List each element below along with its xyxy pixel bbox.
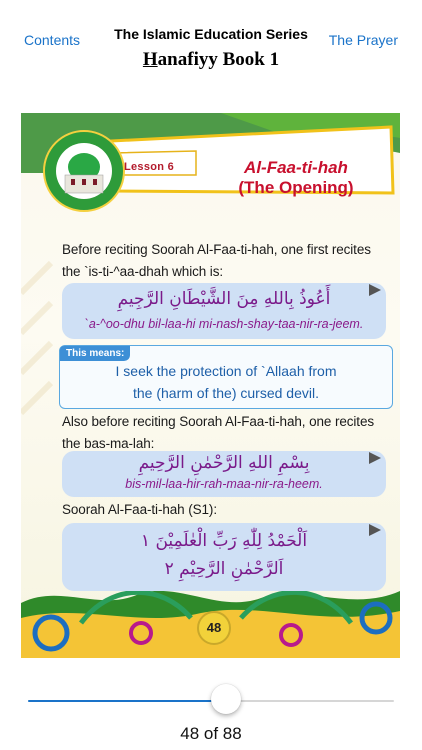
play-fatiha-icon[interactable] bbox=[369, 524, 381, 536]
lesson-title bbox=[206, 158, 386, 198]
lesson-title-line2: (The Opening) bbox=[238, 178, 354, 197]
page-indicator: 48 of 88 bbox=[180, 724, 242, 743]
book-title-initial: H bbox=[142, 49, 158, 70]
contents-button[interactable]: Contents bbox=[24, 32, 81, 48]
page-slider-thumb[interactable] bbox=[211, 684, 241, 714]
intro-paragraph bbox=[62, 239, 371, 283]
book-title bbox=[0, 49, 422, 71]
page-slider-fill bbox=[28, 700, 226, 702]
fatiha-ayah1: اَلْحَمْدُ لِلّٰهِ رَبِّ الْعٰلَمِيْنَ ١ bbox=[140, 531, 308, 551]
meaning-text bbox=[60, 360, 392, 404]
intro-line2: the `is-ti-^aa-dhah which is: bbox=[62, 264, 223, 279]
fatiha-box bbox=[62, 523, 386, 591]
meaning-label: This means: bbox=[60, 346, 130, 361]
istiadhah-transliteration: `a-^oo-dhu bil-laa-hi mi-nash-shay-taa-nir-ra-jeem. bbox=[84, 317, 364, 331]
istiadhah-box bbox=[62, 283, 386, 339]
the-prayer-button[interactable]: The Prayer bbox=[328, 32, 398, 48]
basmala-box bbox=[62, 451, 386, 497]
meaning-line2: the (harm of the) cursed devil. bbox=[133, 385, 319, 401]
page-number-badge: 48 bbox=[197, 611, 231, 645]
book-page[interactable] bbox=[21, 113, 400, 658]
meaning-line1: I seek the protection of `Allaah from bbox=[115, 363, 337, 379]
meaning-box bbox=[59, 345, 393, 409]
book-title-rest: anafiyy Book 1 bbox=[157, 49, 280, 70]
play-basmala-icon[interactable] bbox=[369, 452, 381, 464]
basmala-transliteration: bis-mil-laa-hir-rah-maa-nir-ra-heem. bbox=[125, 477, 323, 491]
intro-line1: Before reciting Soorah Al-Faa-ti-hah, one first recites bbox=[62, 242, 371, 257]
basmala-intro-line2: the bas-ma-lah: bbox=[62, 436, 155, 451]
basmala-arabic: بِسْمِ اللهِ الرَّحْمٰنِ الرَّحِيمِ bbox=[138, 453, 310, 473]
istiadhah-arabic: أَعُوذُ بِاللهِ مِنَ الشَّيْطَانِ الرَّجِيمِ bbox=[117, 289, 331, 309]
lesson-label: Lesson 6 bbox=[124, 161, 175, 173]
fatiha-ayah2: اَلرَّحْمٰنِ الرَّحِيْمِ ٢ bbox=[164, 559, 284, 579]
series-title: The Islamic Education Series bbox=[114, 26, 308, 42]
lesson-title-line1: Al-Faa-ti-hah bbox=[244, 158, 348, 177]
basmala-intro bbox=[62, 411, 374, 455]
play-istiadhah-icon[interactable] bbox=[369, 284, 381, 296]
fatiha-label: Soorah Al-Faa-ti-hah (S1): bbox=[62, 502, 217, 517]
basmala-intro-line1: Also before reciting Soorah Al-Faa-ti-hah, one recites bbox=[62, 414, 375, 429]
